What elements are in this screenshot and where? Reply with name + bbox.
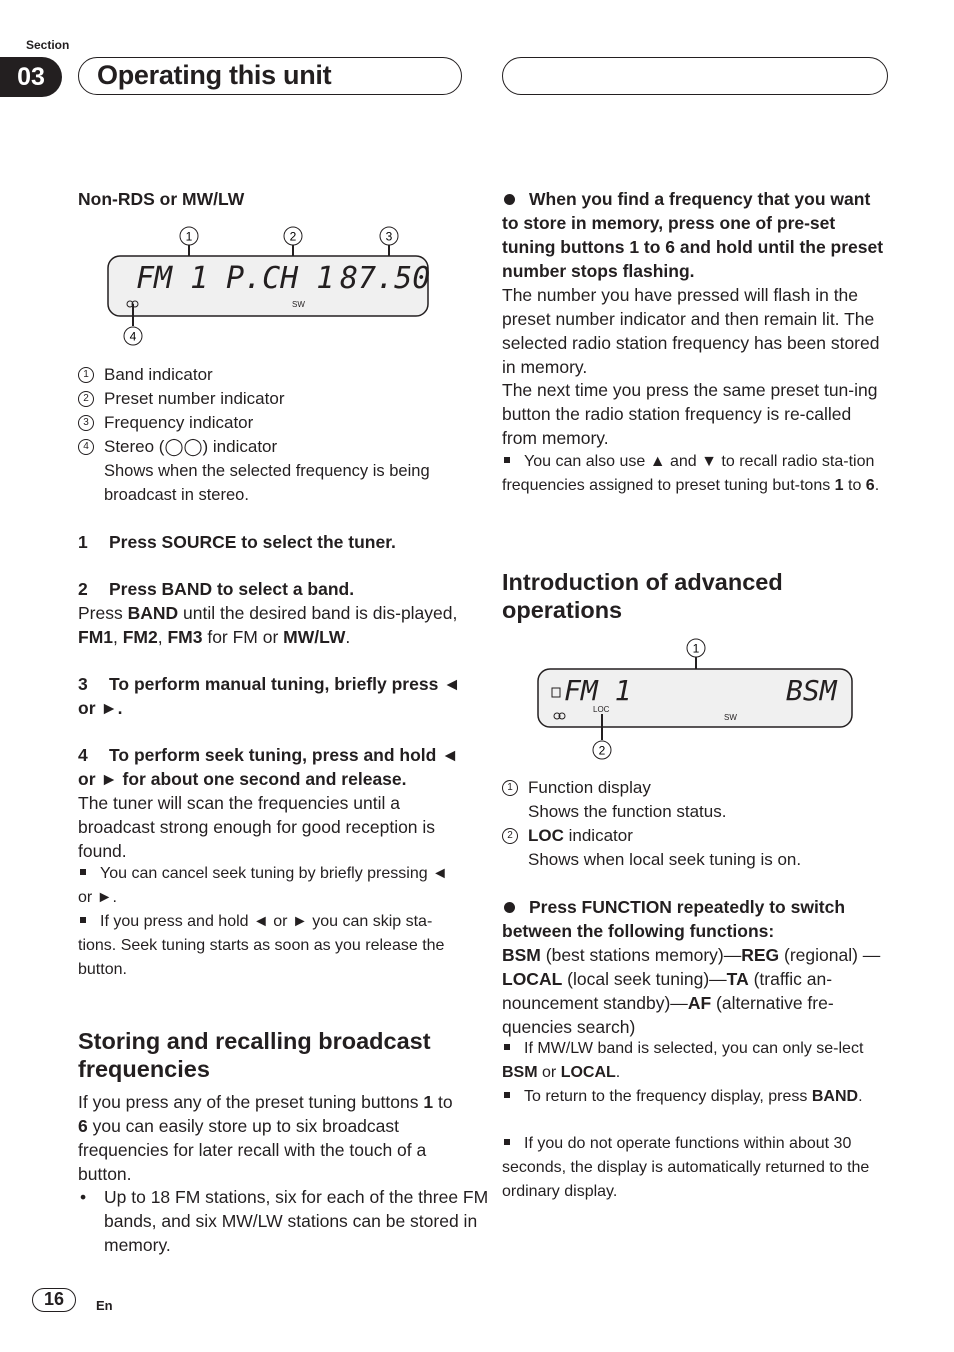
- recall-note: You can also use ▲ and ▼ to recall radio sta-tion frequencies assigned to preset tuning but-tons 1 to 6.: [502, 453, 880, 494]
- note-timeout: If you do not operate functions within about 30 seconds, the display is automatically returned to the ordinary display.: [502, 1135, 870, 1200]
- sw-label-2: SW: [724, 713, 737, 722]
- section-number: 03: [0, 57, 62, 97]
- storing-body: If you press any of the preset tuning buttons 1 to 6 you can easily store up to six broadcast frequencies for later recall with the touch of a button.: [78, 1092, 453, 1184]
- step-4-body: The tuner will scan the frequencies until a broadcast strong enough for good reception is found.: [78, 793, 436, 861]
- step-1: 1 Press SOURCE to select the tuner.: [78, 532, 396, 552]
- square-bullet-icon: [80, 917, 86, 923]
- svg-text:1: 1: [692, 641, 700, 656]
- legend-item: 1 Function display: [502, 776, 890, 800]
- fm-text: FM 1: [564, 674, 632, 707]
- freq-text: 87.50: [340, 261, 431, 296]
- function-display-figure: [530, 636, 860, 764]
- square-bullet-icon: [504, 1092, 510, 1098]
- recall-body: The next time you press the same preset tun-ing button the radio station frequency is re-called from memory.: [502, 380, 878, 448]
- svg-text:2: 2: [289, 229, 297, 244]
- square-bullet-icon: [80, 869, 86, 875]
- legend-item: 3 Frequency indicator: [78, 411, 466, 435]
- square-bullet-icon: [504, 1139, 510, 1145]
- svg-text:4: 4: [129, 329, 137, 344]
- subheading-non-rds: Non-RDS or MW/LW: [78, 189, 245, 209]
- step-2-body: Press BAND until the desired band is dis-played, FM1, FM2, FM3 for FM or MW/LW.: [78, 603, 458, 647]
- note-cancel-seek: You can cancel seek tuning by briefly pressing ◄ or ►.: [78, 865, 448, 906]
- legend-item: 4 Stereo (◯◯) indicator: [78, 435, 466, 459]
- svg-text:1: 1: [185, 229, 193, 244]
- language-code: En: [96, 1298, 113, 1313]
- round-bullet-icon: [504, 194, 515, 205]
- square-bullet-icon: [504, 457, 510, 463]
- legend-list-1: [78, 363, 466, 507]
- note-mwlw: If MW/LW band is selected, you can only se-lect BSM or LOCAL.: [502, 1040, 864, 1081]
- section-label: Section: [26, 38, 70, 52]
- step-2: 2 Press BAND to select a band.: [78, 579, 355, 599]
- function-list: BSM (best stations memory)—REG (regional) —LOCAL (local seek tuning)—TA (traffic an-nouncement standby)—AF (alternative fre-quencies search): [502, 945, 881, 1037]
- page-number: 16: [32, 1288, 76, 1312]
- sw-label: SW: [292, 300, 305, 309]
- store-body: The number you have pressed will flash in the preset number indicator and then remain lit. The selected radio station frequency has been stored in memory.: [502, 285, 880, 377]
- press-function-instruction: Press FUNCTION repeatedly to switch between the following functions:: [502, 897, 846, 941]
- note-skip-stations: If you press and hold ◄ or ► you can skip sta-tions. Seek tuning starts as soon as you release the button.: [78, 913, 445, 978]
- bsm-text: BSM: [786, 674, 837, 707]
- band-text: FM 1: [136, 261, 209, 296]
- legend-item: 1 Band indicator: [78, 363, 466, 387]
- storing-bullet: • Up to 18 FM stations, six for each of the three FM bands, and six MW/LW stations can be stored in memory.: [80, 1187, 489, 1255]
- tuner-display-figure: [100, 222, 440, 350]
- store-instruction: When you find a frequency that you want to store in memory, press one of pre-set tuning buttons 1 to 6 and hold until the preset number stops flashing.: [502, 189, 884, 281]
- step-4: 4 To perform seek tuning, press and hold ◄ or ► for about one second and release.: [78, 745, 459, 789]
- note-return: To return to the frequency display, press BAND.: [502, 1085, 890, 1109]
- legend-item: 2 LOC indicator: [502, 824, 890, 848]
- legend-list-2: [502, 776, 890, 872]
- intro-heading: Introduction of advanced operations: [502, 569, 783, 623]
- step-3: 3 To perform manual tuning, briefly press ◄ or ►.: [78, 674, 461, 718]
- legend-note: Shows the function status.: [528, 802, 727, 821]
- round-bullet-icon: [504, 902, 515, 913]
- page-title: Operating this unit: [97, 60, 332, 90]
- legend-item: 2 Preset number indicator: [78, 387, 466, 411]
- legend-note: Shows when the selected frequency is being broadcast in stereo.: [104, 462, 430, 504]
- storing-heading: Storing and recalling broadcast frequencies: [78, 1028, 431, 1082]
- svg-text:2: 2: [598, 743, 606, 758]
- svg-text:3: 3: [385, 229, 393, 244]
- preset-text: P.CH 1: [226, 261, 335, 296]
- loc-label: LOC: [593, 705, 610, 714]
- legend-note: Shows when local seek tuning is on.: [528, 850, 802, 869]
- square-bullet-icon: [504, 1044, 510, 1050]
- header-empty-frame: [502, 57, 888, 95]
